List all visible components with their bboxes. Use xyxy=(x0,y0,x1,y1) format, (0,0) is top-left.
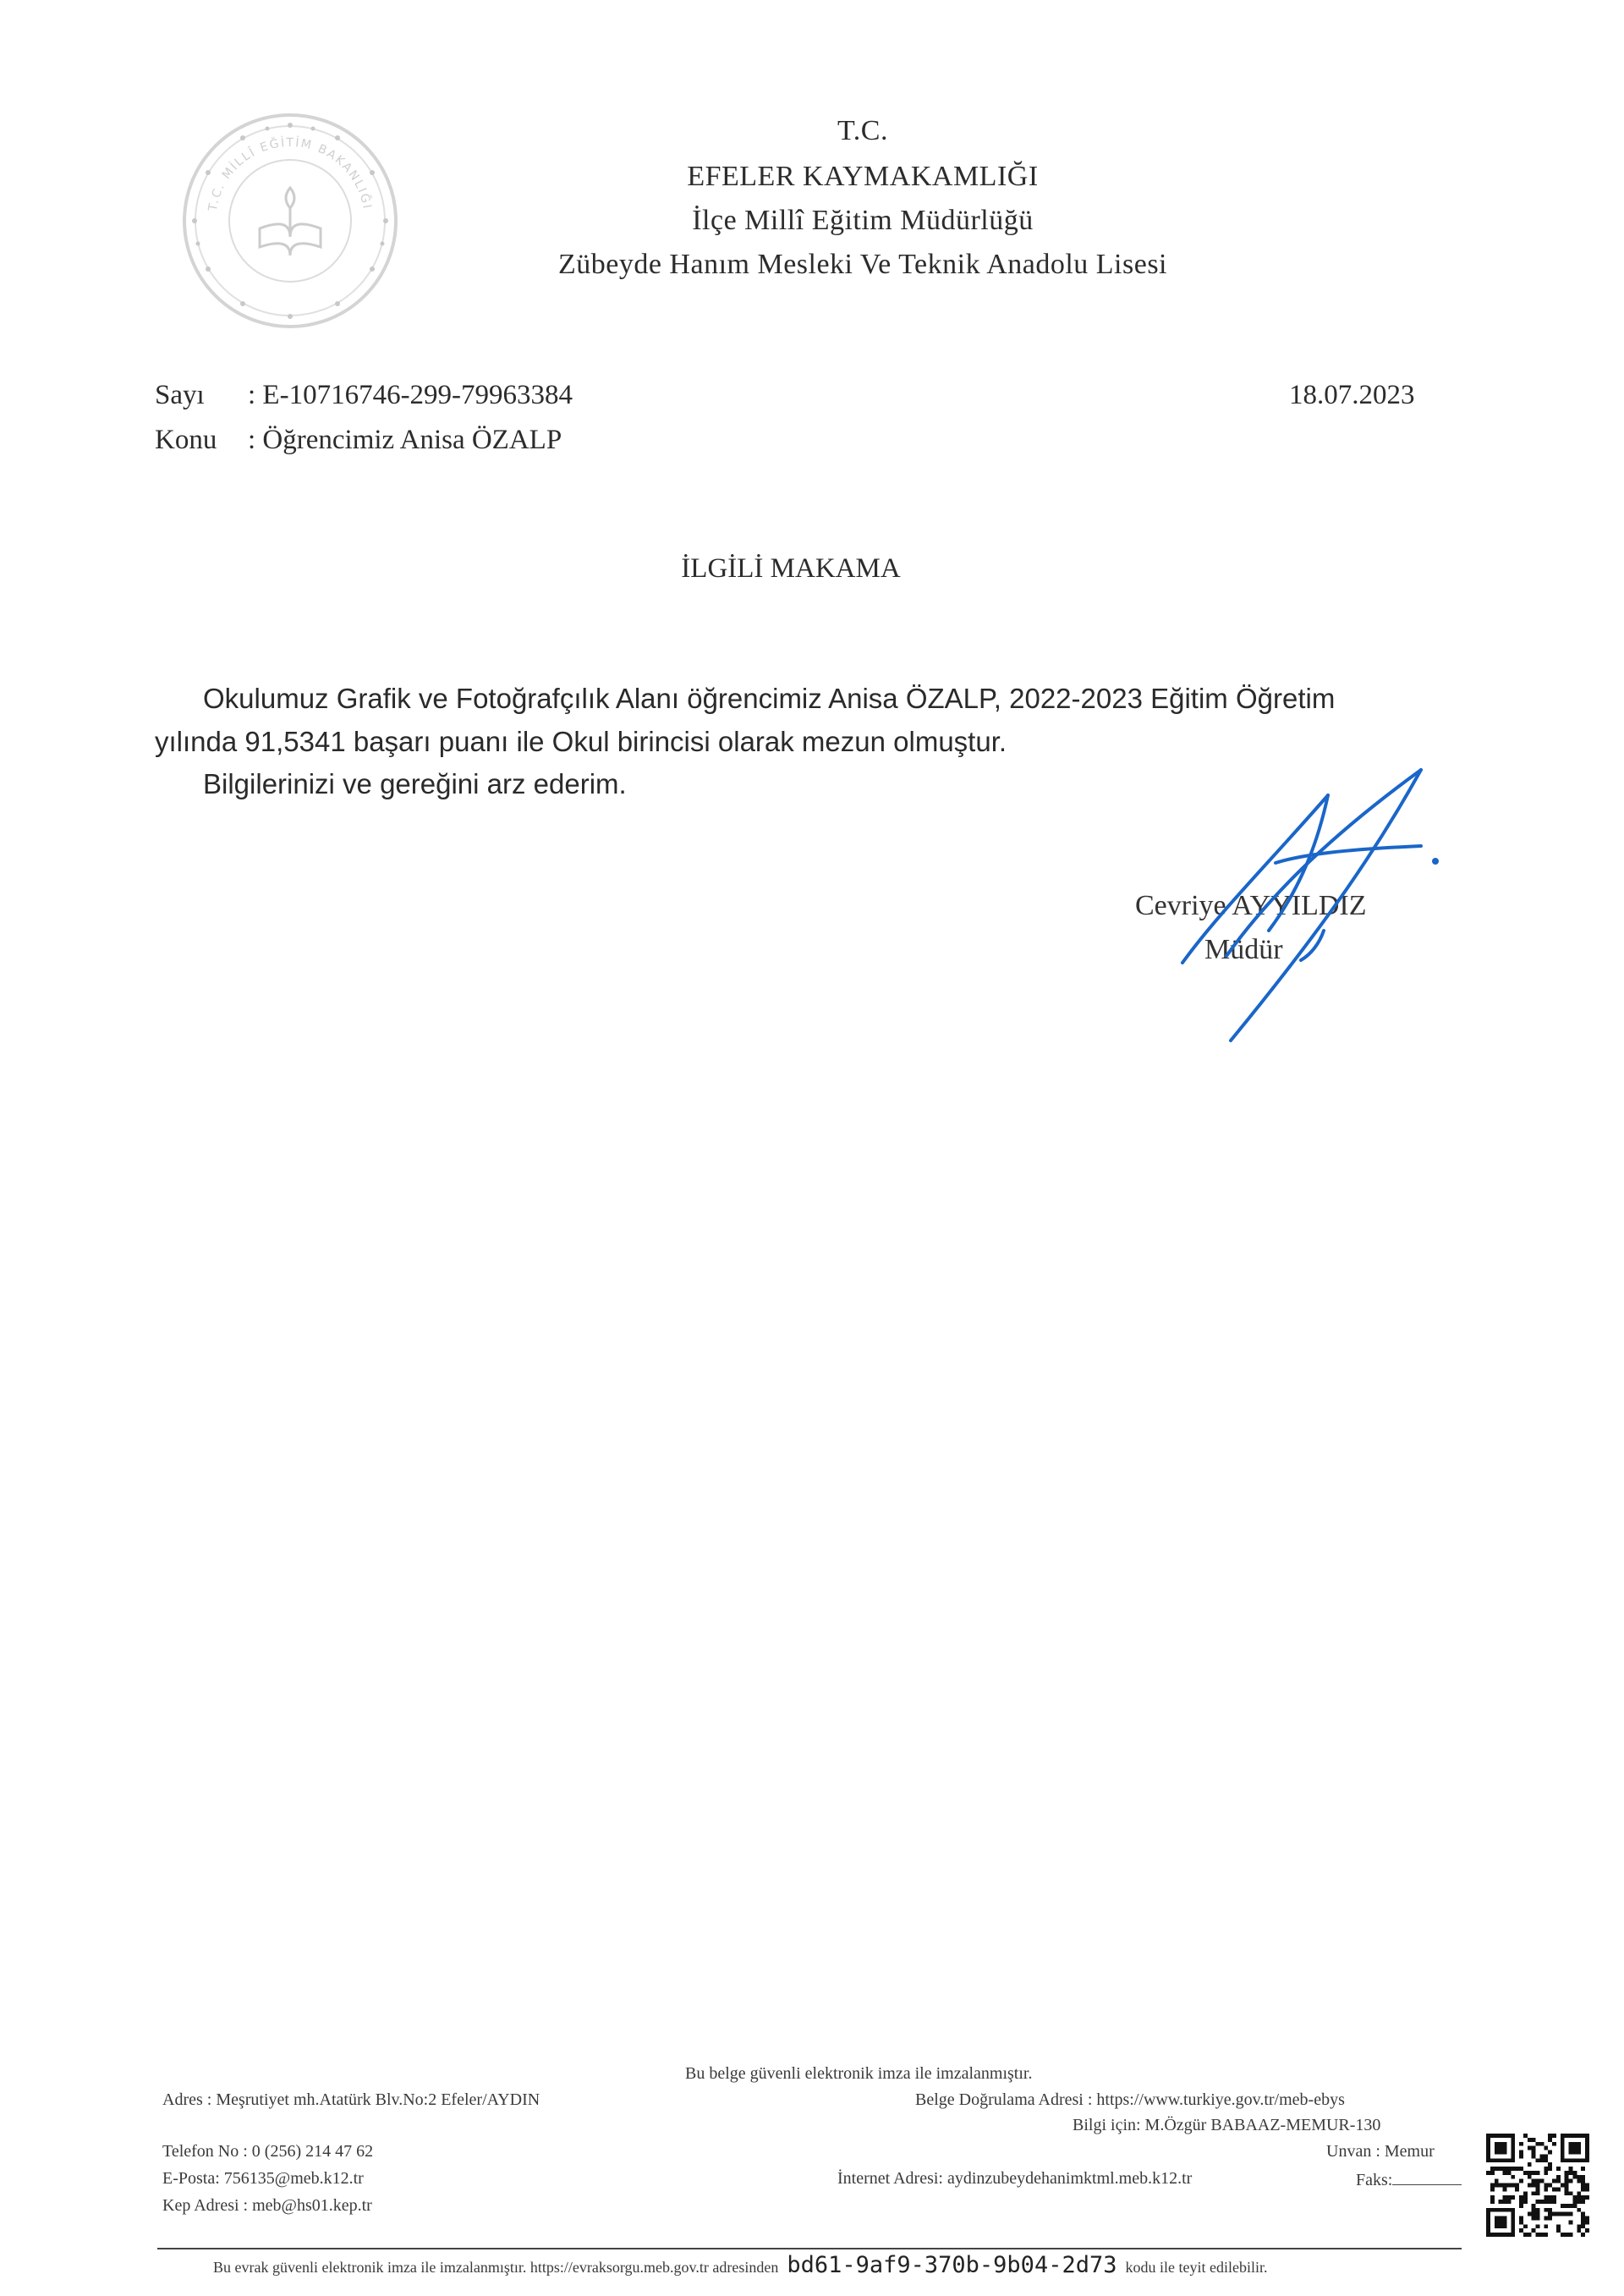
handwritten-signature-icon xyxy=(1167,761,1463,1049)
footer-divider xyxy=(157,2248,1462,2249)
footer-verify-address: Belge Doğrulama Adresi : https://www.turkiye.gov.tr/meb-ebys xyxy=(915,2090,1345,2109)
header-tc: T.C. xyxy=(837,115,888,146)
addressee: İLGİLİ MAKAMA xyxy=(681,553,901,584)
sayi-value: : E-10716746-299-79963384 xyxy=(248,380,573,410)
qr-code-icon xyxy=(1486,2134,1589,2237)
ministry-seal-icon xyxy=(179,110,401,332)
body-paragraph-line-2: yılında 91,5341 başarı puanı ile Okul birincisi olarak mezun olmuştur. xyxy=(155,726,1007,757)
footer-kep: Kep Adresi : meb@hs01.kep.tr xyxy=(162,2196,372,2215)
esign-note: Bu belge güvenli elektronik imza ile imzalanmıştır. xyxy=(685,2064,1033,2083)
signer-name: Cevriye AYYILDIZ xyxy=(1135,890,1367,921)
verification-suffix: kodu ile teyit edilebilir. xyxy=(1125,2259,1268,2276)
footer-unvan: Unvan : Memur xyxy=(1326,2142,1435,2161)
footer-email: E-Posta: 756135@meb.k12.tr xyxy=(162,2169,364,2188)
footer-address: Adres : Meşrutiyet mh.Atatürk Blv.No:2 Efeler/AYDIN xyxy=(162,2090,540,2109)
verification-code: bd61-9af9-370b-9b04-2d73 xyxy=(787,2252,1117,2278)
footer-web: İnternet Adresi: aydinzubeydehanimktml.meb.k12.tr xyxy=(837,2169,1193,2188)
svg-text:T.C. MİLLÎ EĞİTİM BAKANLIĞI: T.C. MİLLÎ EĞİTİM BAKANLIĞI xyxy=(206,135,375,212)
body-paragraph-line-1: Okulumuz Grafik ve Fotoğrafçılık Alanı öğrencimiz Anisa ÖZALP, 2022-2023 Eğitim Öğretim xyxy=(203,683,1336,714)
header-kaymakamlik: EFELER KAYMAKAMLIĞI xyxy=(687,161,1039,192)
fax-blank-line xyxy=(1392,2169,1462,2185)
verification-prefix: Bu evrak güvenli elektronik imza ile imzalanmıştır. https://evraksorgu.meb.gov.tr adresinden xyxy=(213,2259,779,2276)
signer-title: Müdür xyxy=(1204,934,1283,965)
konu-value: : Öğrencimiz Anisa ÖZALP xyxy=(248,425,562,455)
konu-label: Konu xyxy=(155,425,217,455)
sayi-label: Sayı xyxy=(155,380,205,410)
verification-line xyxy=(213,2252,1267,2278)
footer-fax xyxy=(1356,2169,1462,2190)
footer-fax-label: Faks: xyxy=(1356,2171,1393,2189)
header-school-name: Zübeyde Hanım Mesleki Ve Teknik Anadolu Lisesi xyxy=(557,249,1168,280)
closing-sentence: Bilgilerinizi ve gereğini arz ederim. xyxy=(203,768,627,799)
document-date: 18.07.2023 xyxy=(1289,380,1415,410)
footer-phone: Telefon No : 0 (256) 214 47 62 xyxy=(162,2142,374,2161)
header-ilce-mem: İlçe Millî Eğitim Müdürlüğü xyxy=(692,205,1034,236)
footer-contact-person: Bilgi için: M.Özgür BABAAZ-MEMUR-130 xyxy=(1073,2116,1381,2134)
